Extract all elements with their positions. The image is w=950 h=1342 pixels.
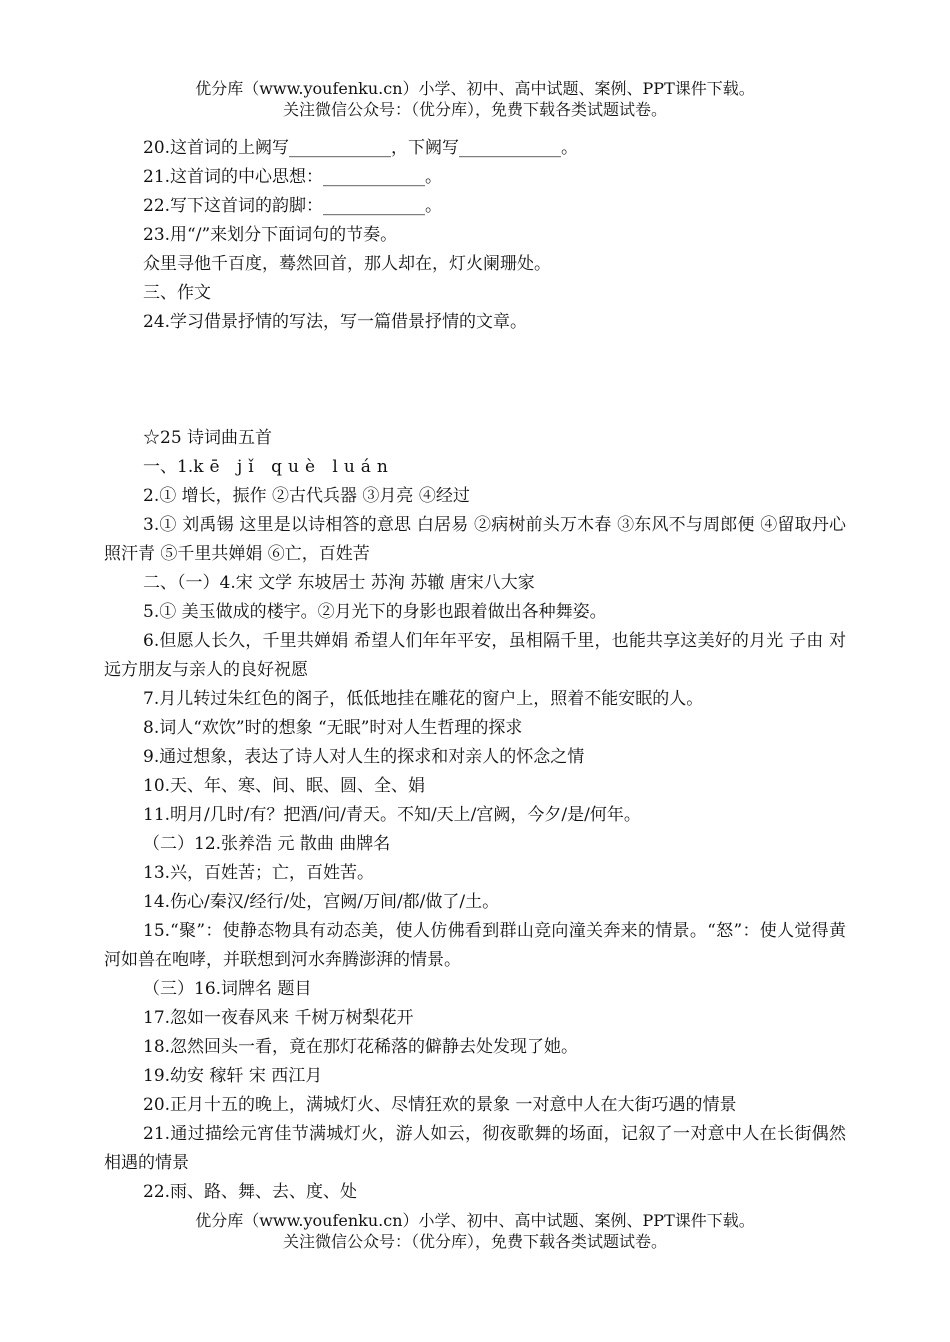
document-body [104,134,846,1207]
answer-7: 7.月儿转过朱红色的阁子，低低地挂在雕花的窗户上，照着不能安眠的人。 [143,689,704,709]
answer-1 [104,453,846,482]
answer-12: （二）12.张养浩 元 散曲 曲牌名 [143,834,391,854]
page-footer [0,1210,950,1252]
answer-1-prefix: 一、1. [143,457,194,477]
question-23: 23.用“/”来划分下面词句的节奏。 [143,225,398,245]
answer-17: 17.忽如一夜春风来 千树万树梨花开 [143,1008,414,1028]
spacer [104,337,846,424]
answer-14: 14.伤心/秦汉/经行/处，宫阙/万间/都/做了/土。 [143,892,500,912]
question-23-text: 众里寻他千百度，蓦然回首，那人却在，灯火阑珊处。 [143,254,551,274]
answer-22: 22.雨、路、舞、去、度、处 [143,1182,358,1202]
header-line-1: 优分库（www.youfenku.cn）小学、初中、高中试题、案例、PPT课件下载。 [195,79,755,98]
question-21: 21.这首词的中心思想：____________。 [143,167,443,187]
answer-9: 9.通过想象，表达了诗人对人生的探求和对亲人的怀念之情 [143,747,585,767]
answer-10: 10.天、年、寒、间、眠、圆、全、娟 [143,776,426,796]
answer-3: 3.① 刘禹锡 这里是以诗相答的意思 白居易 ②病树前头万木春 ③东风不与周郎便 ④留取丹心照汗青 ⑤千里共婵娟 ⑥亡，百姓苦 [104,515,846,564]
answer-6: 6.但愿人长久，千里共婵娟 希望人们年年平安，虽相隔千里，也能共享这美好的月光 子由 对远方朋友与亲人的良好祝愿 [104,631,846,680]
header-line-2: 关注微信公众号：（优分库），免费下载各类试题试卷。 [282,100,667,119]
answer-2: 2.① 增长，振作 ②古代兵器 ③月亮 ④经过 [143,486,470,506]
question-24: 24.学习借景抒情的写法，写一篇借景抒情的文章。 [143,312,528,332]
answer-11: 11.明月/几时/有？把酒/问/青天。不知/天上/宫阙，今夕/是/何年。 [143,805,641,825]
answer-1-pinyin: kē jǐ què luán [193,457,394,477]
answer-8: 8.词人“欢饮”时的想象 “无眠”时对人生哲理的探求 [143,718,523,738]
answer-19: 19.幼安 稼轩 宋 西江月 [143,1066,323,1086]
page-header [0,78,950,120]
footer-line-2: 关注微信公众号：（优分库），免费下载各类试题试卷。 [282,1232,667,1251]
answer-4: 二、（一）4.宋 文学 东坡居士 苏洵 苏辙 唐宋八大家 [143,573,535,593]
question-22: 22.写下这首词的韵脚：____________。 [143,196,443,216]
answer-5: 5.① 美玉做成的楼宇。②月光下的身影也跟着做出各种舞姿。 [143,602,607,622]
footer-line-1: 优分库（www.youfenku.cn）小学、初中、高中试题、案例、PPT课件下载。 [195,1211,755,1230]
question-20: 20.这首词的上阙写____________，下阙写____________。 [143,138,579,158]
answer-15: 15.“聚”：使静态物具有动态美，使人仿佛看到群山竞向潼关奔来的情景。“怒”：使人觉得黄河如兽在咆哮，并联想到河水奔腾澎湃的情景。 [104,921,846,970]
section-heading-composition: 三、作文 [143,283,211,303]
answer-13: 13.兴，百姓苦；亡，百姓苦。 [143,863,375,883]
answer-16: （三）16.词牌名 题目 [143,979,312,999]
answers-title: ☆25 诗词曲五首 [143,428,273,448]
answer-21: 21.通过描绘元宵佳节满城灯火，游人如云，彻夜歌舞的场面，记叙了一对意中人在长街偶然相遇的情景 [104,1124,846,1173]
answer-18: 18.忽然回头一看，竟在那灯花稀落的僻静去处发现了她。 [143,1037,579,1057]
answer-20: 20.正月十五的晚上，满城灯火、尽情狂欢的景象 一对意中人在大街巧遇的情景 [143,1095,737,1115]
